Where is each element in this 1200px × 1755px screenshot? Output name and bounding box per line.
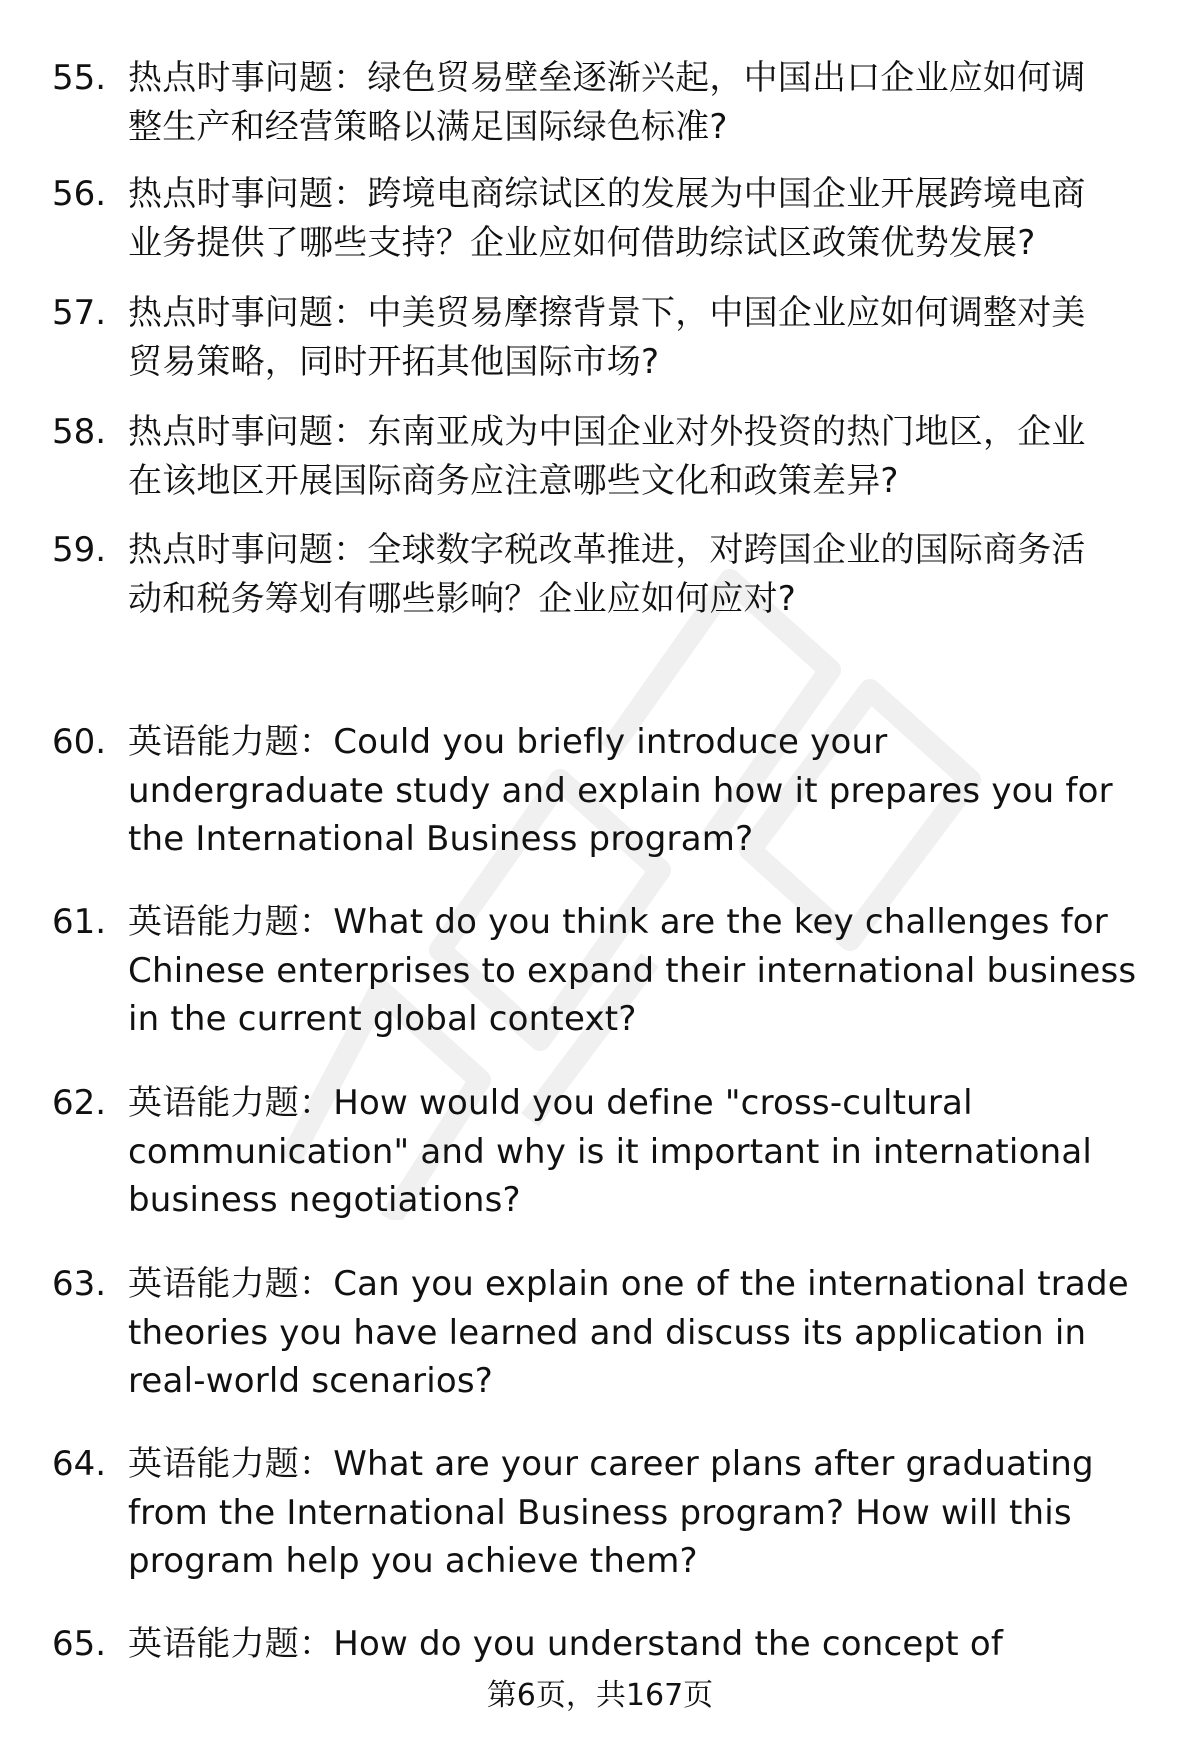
question-text xyxy=(128,1260,1198,1406)
question-number: 62. xyxy=(52,1083,107,1123)
question-number: 65. xyxy=(52,1624,107,1664)
question-text xyxy=(128,170,1198,267)
question-line: the International Business program? xyxy=(128,819,754,859)
question-line: communication" and why is it important in international xyxy=(128,1131,1092,1172)
question-text xyxy=(128,898,1198,1044)
question-line: business negotiations? xyxy=(128,1180,521,1220)
question-number: 56. xyxy=(52,174,107,214)
question-text xyxy=(128,718,1198,864)
question-number: 57. xyxy=(52,293,107,333)
question-text xyxy=(128,408,1198,505)
question-line: 热点时事问题：全球数字税改革推进，对跨国企业的国际商务活 xyxy=(128,530,1086,570)
question-number: 64. xyxy=(52,1444,107,1484)
question-line: program help you achieve them? xyxy=(128,1541,698,1581)
question-line: 贸易策略，同时开拓其他国际市场? xyxy=(128,341,660,382)
question-text xyxy=(128,1440,1198,1586)
question-number: 63. xyxy=(52,1264,107,1304)
question-line: 在该地区开展国际商务应注意哪些文化和政策差异? xyxy=(128,460,899,501)
question-line: 热点时事问题：东南亚成为中国企业对外投资的热门地区，企业 xyxy=(128,412,1086,452)
question-line: 动和税务筹划有哪些影响？企业应如何应对? xyxy=(128,578,797,619)
question-line: 英语能力题：Can you explain one of the international trade xyxy=(128,1264,1129,1304)
question-line: theories you have learned and discuss its application in xyxy=(128,1312,1087,1353)
question-number: 59. xyxy=(52,530,107,570)
question-line: 英语能力题：How do you understand the concept of xyxy=(128,1624,1004,1664)
page-number: 第6页，共167页 xyxy=(486,1678,714,1713)
question-line: 英语能力题：How would you define "cross-cultural xyxy=(128,1083,973,1123)
question-text xyxy=(128,1620,1198,1669)
question-line: Chinese enterprises to expand their international business xyxy=(128,950,1137,991)
question-number: 55. xyxy=(52,58,107,98)
question-line: 热点时事问题：跨境电商综试区的发展为中国企业开展跨境电商 xyxy=(128,174,1086,214)
question-number: 61. xyxy=(52,902,107,942)
question-line: 热点时事问题：中美贸易摩擦背景下，中国企业应如何调整对美 xyxy=(128,293,1086,333)
question-text xyxy=(128,1079,1198,1225)
question-line: undergraduate study and explain how it prepares you for xyxy=(128,770,1113,811)
question-line: 热点时事问题：绿色贸易壁垒逐渐兴起，中国出口企业应如何调 xyxy=(128,58,1086,98)
question-line: 英语能力题：What are your career plans after graduating xyxy=(128,1444,1094,1484)
question-line: 业务提供了哪些支持？企业应如何借助综试区政策优势发展? xyxy=(128,222,1036,263)
question-line: 整生产和经营策略以满足国际绿色标准? xyxy=(128,106,728,147)
question-text xyxy=(128,54,1198,151)
question-text xyxy=(128,526,1198,623)
question-number: 60. xyxy=(52,722,107,762)
question-line: real-world scenarios? xyxy=(128,1361,494,1401)
question-line: in the current global context? xyxy=(128,999,637,1039)
question-line: 英语能力题：What do you think are the key challenges for xyxy=(128,902,1108,942)
question-line: 英语能力题：Could you briefly introduce your xyxy=(128,722,888,762)
question-text xyxy=(128,289,1198,386)
question-line: from the International Business program? How will this xyxy=(128,1492,1072,1533)
question-number: 58. xyxy=(52,412,107,452)
